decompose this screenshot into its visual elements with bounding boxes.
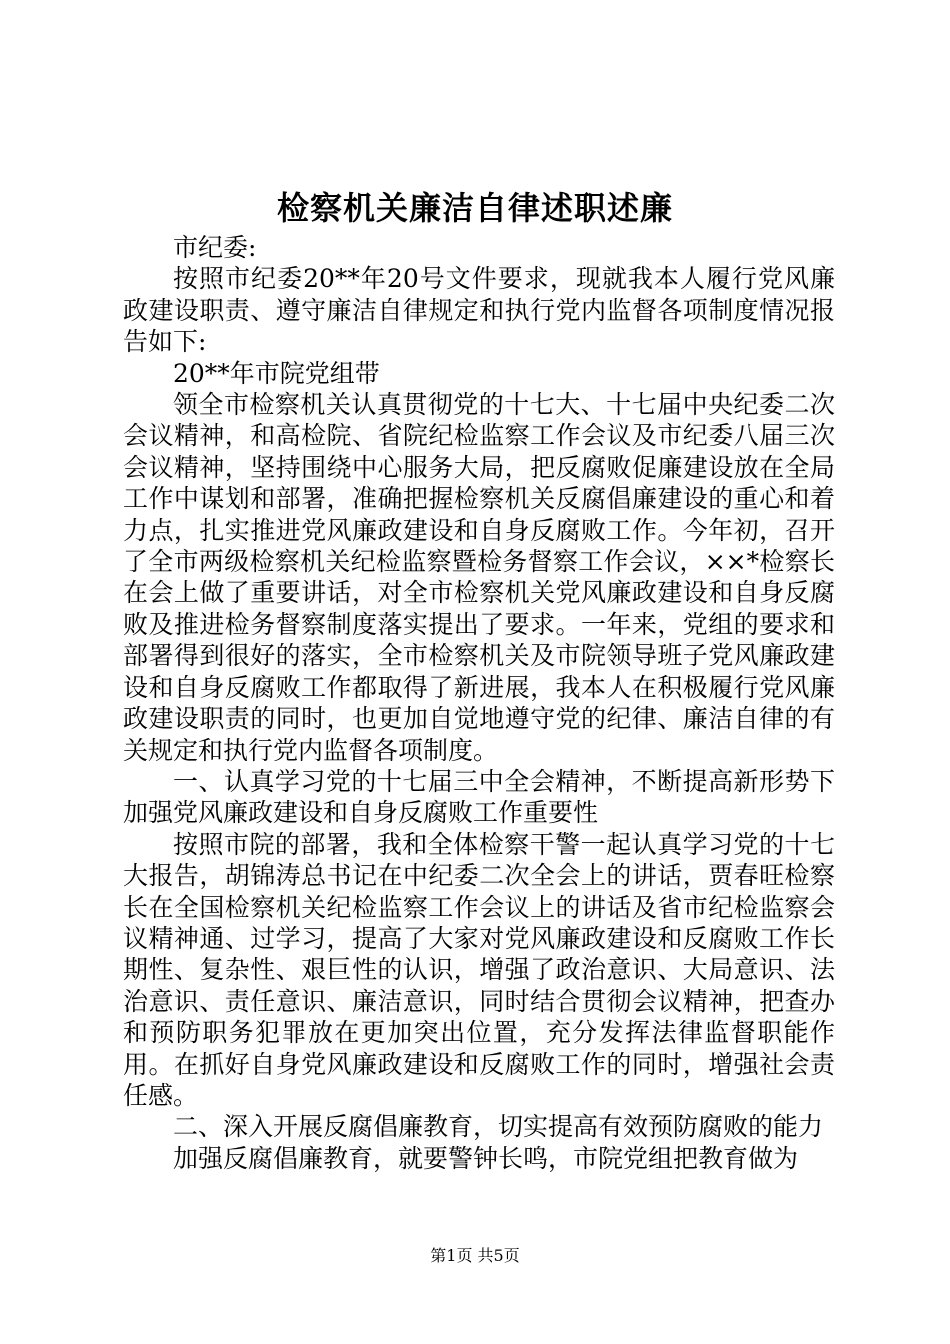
body-paragraph: 按照市纪委20**年20号文件要求，现就我本人履行党风廉政建设职责、遵守廉洁自律规定和执行党内监督各项制度情况报告如下: <box>123 264 835 357</box>
document-title: 检察机关廉洁自律述职述廉 <box>276 189 673 227</box>
body-paragraph: 20**年市院党组带 <box>173 358 380 388</box>
page-footer: 第1页 共5页 <box>430 1246 520 1265</box>
section-heading-1: 一、认真学习党的十七届三中全会精神，不断提高新形势下加强党风廉政建设和自身反腐败工作重要性 <box>123 766 835 828</box>
body-paragraph: 按照市院的部署，我和全体检察干警一起认真学习党的十七大报告，胡锦涛总书记在中纪委二次全会上的讲话，贾春旺检察长在全国检察机关纪检监察工作会议上的讲话及省市纪检监察会议精神通、过学习，提高了大家对党风廉政建设和反腐败工作长期性、复杂性、艰巨性的认识，增强了政治意识、大局意识、法治意识、责任意识、廉洁意识，同时结合贯彻会议精神，把查办和预防职务犯罪放在更加突出位置，充分发挥法律监督职能作用。在抓好自身党风廉政建设和反腐败工作的同时，增强社会责任感。 <box>123 829 835 1110</box>
section-heading-2: 二、深入开展反腐倡廉教育，切实提高有效预防腐败的能力 <box>173 1112 824 1142</box>
document-body <box>123 232 835 1174</box>
body-paragraph: 加强反腐倡廉教育，就要警钟长鸣，市院党组把教育做为 <box>173 1143 799 1173</box>
body-paragraph: 领全市检察机关认真贯彻党的十七大、十七届中央纪委二次会议精神，和高检院、省院纪检监察工作会议及市纪委八届三次会议精神，坚持围绕中心服务大局，把反腐败促廉建设放在全局工作中谋划和部署，准确把握检察机关反腐倡廉建设的重心和着力点，扎实推进党风廉政建设和自身反腐败工作。今年初，召开了全市两级检察机关纪检监察暨检务督察工作会议，××*检察长在会上做了重要讲话，对全市检察机关党风廉政建设和自身反腐败及推进检务督察制度落实提出了要求。一年来，党组的要求和部署得到很好的落实，全市检察机关及市院领导班子党风廉政建设和自身反腐败工作都取得了新进展，我本人在积极履行党风廉政建设职责的同时，也更加自觉地遵守党的纪律、廉洁自律的有关规定和执行党内监督各项制度。 <box>123 390 835 765</box>
salutation: 市纪委: <box>173 233 257 262</box>
